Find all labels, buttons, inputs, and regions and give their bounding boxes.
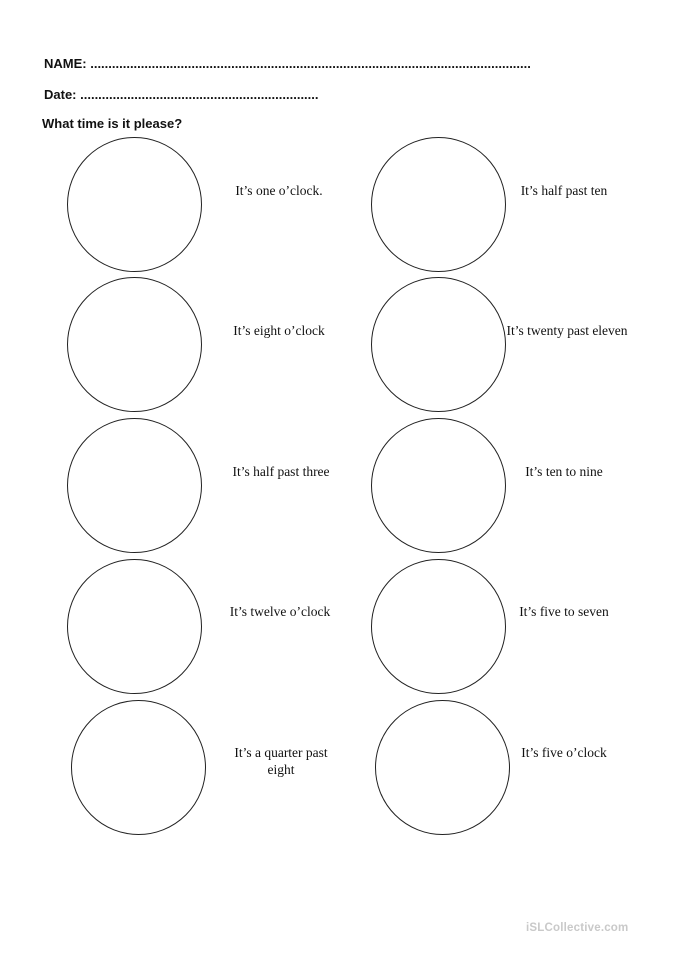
time-label-4: It’s twenty past eleven (506, 323, 628, 338)
time-label-1: It’s one o’clock. (235, 183, 323, 198)
clock-face-10[interactable] (375, 700, 510, 835)
time-label-2: It’s half past ten (520, 183, 608, 198)
clock-face-9[interactable] (71, 700, 206, 835)
clock-face-3[interactable] (67, 277, 202, 412)
clock-face-6[interactable] (371, 418, 506, 553)
clock-face-2[interactable] (371, 137, 506, 272)
date-field-line[interactable]: Date: .................................................................. (44, 87, 319, 102)
clock-face-7[interactable] (67, 559, 202, 694)
clock-face-5[interactable] (67, 418, 202, 553)
time-label-5: It’s half past three (232, 464, 330, 479)
time-label-8: It’s five to seven (519, 604, 609, 619)
time-label-9: It’s a quarter past eight (234, 745, 328, 777)
time-label-7: It’s twelve o’clock (229, 604, 331, 619)
watermark: iSLCollective.com (526, 922, 629, 934)
time-label-6: It’s ten to nine (525, 464, 603, 479)
worksheet-question: What time is it please? (42, 116, 183, 131)
time-label-3: It’s eight o’clock (233, 323, 325, 338)
clock-face-4[interactable] (371, 277, 506, 412)
name-field-line[interactable]: NAME: .......................................................................................................................... (44, 56, 531, 71)
time-label-10: It’s five o’clock (521, 745, 607, 760)
clock-face-8[interactable] (371, 559, 506, 694)
clock-face-1[interactable] (67, 137, 202, 272)
